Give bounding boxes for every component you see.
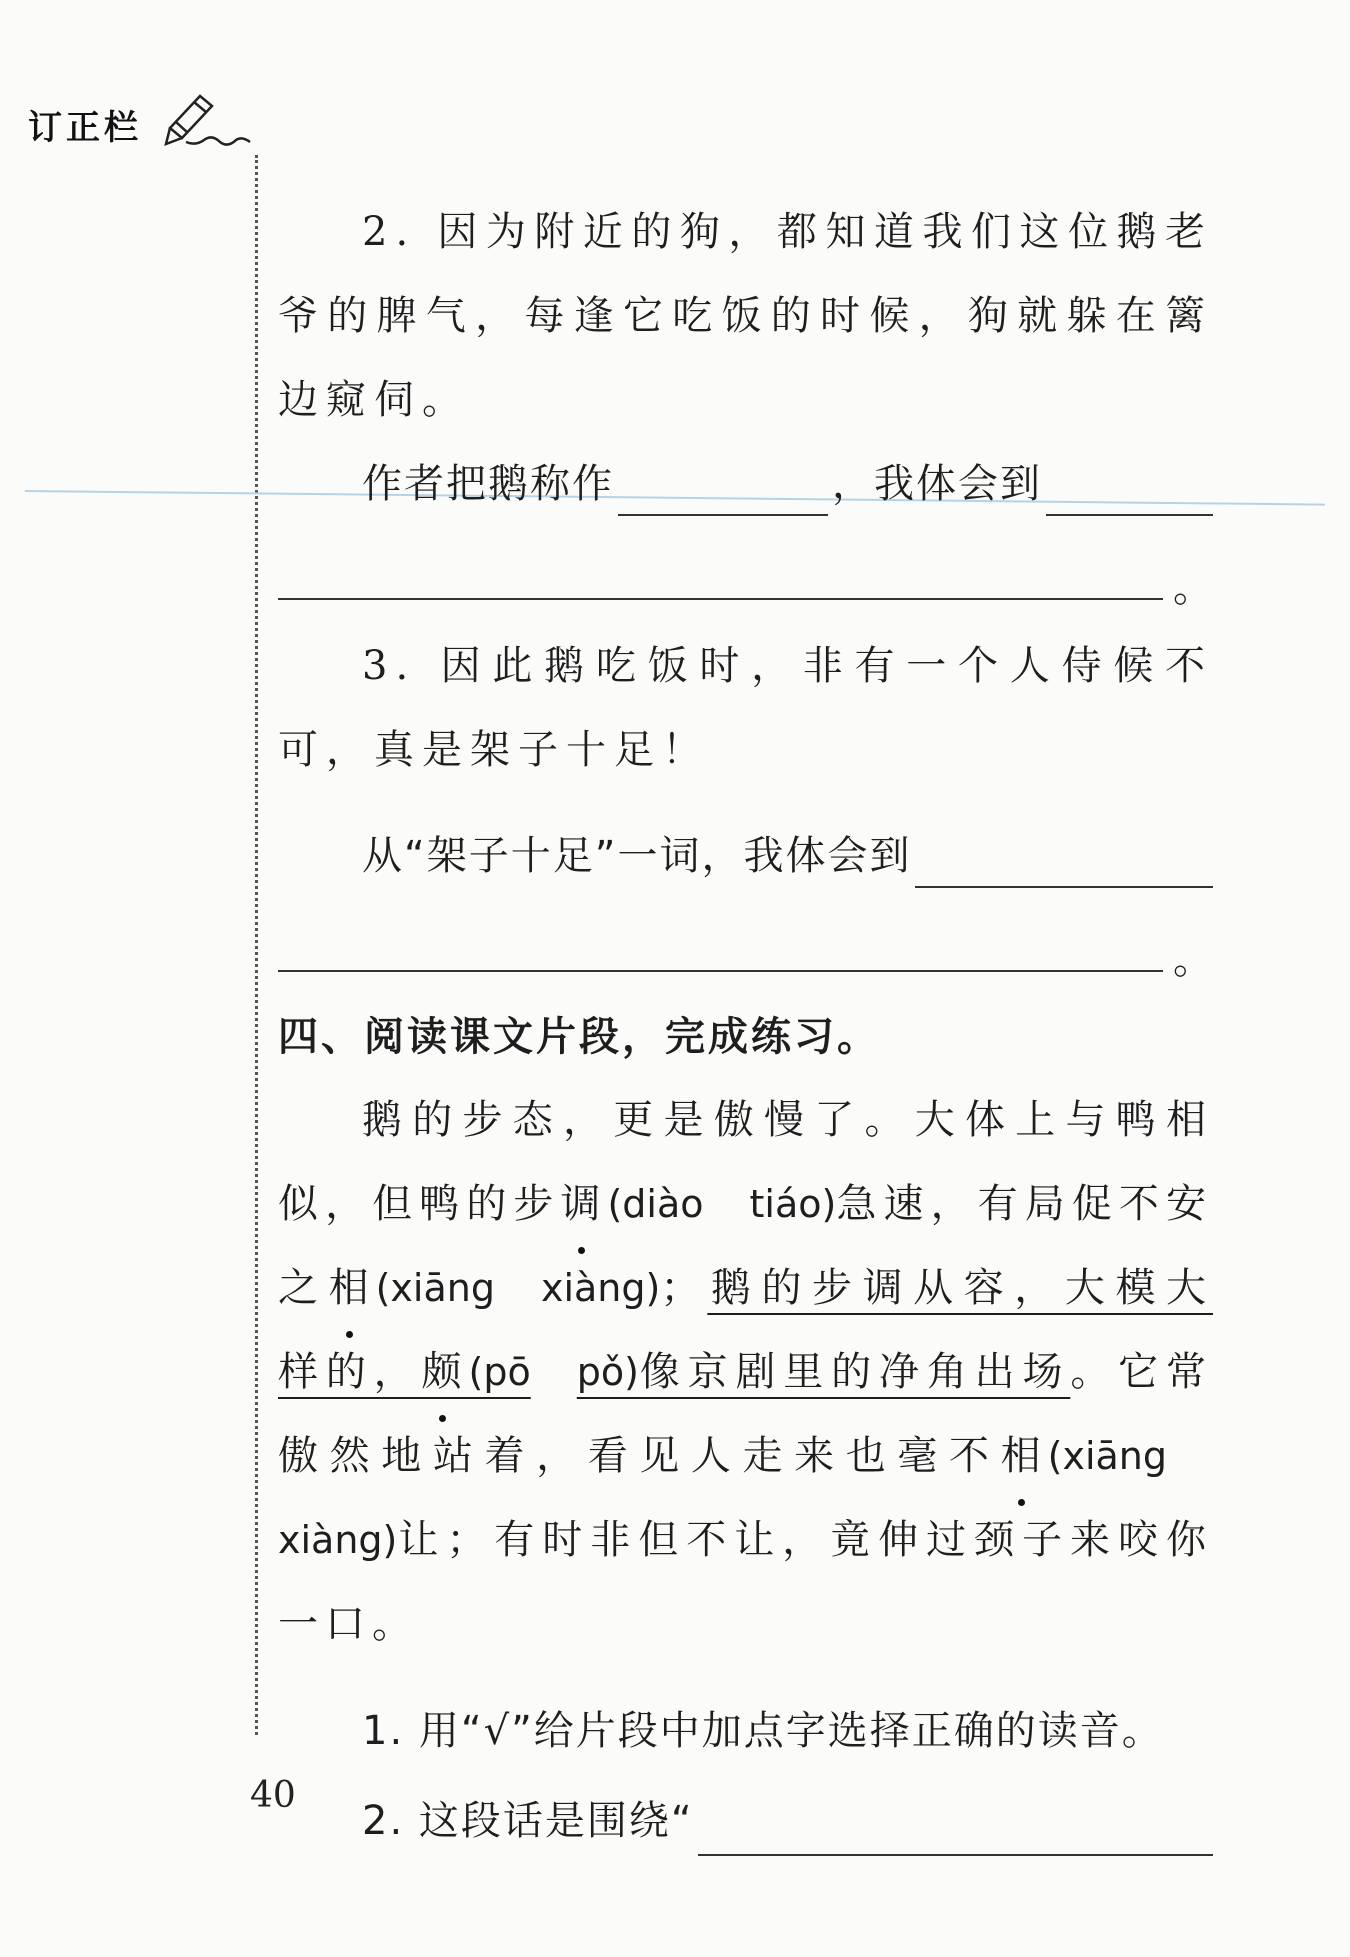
pencil-icon (162, 88, 252, 148)
item2-prompt-b: ，我体会到 (832, 461, 1042, 507)
answer-blank-q2[interactable] (698, 1806, 1213, 1856)
dotted-char-2[interactable]: 相 (329, 1246, 376, 1330)
item3-prompt: 从“架子十足”一词，我体会到 (362, 833, 912, 879)
reading-passage (278, 1078, 1213, 1666)
section4-heading: 四、阅读课文片段，完成练习。 (278, 1014, 880, 1060)
dotted-char-1[interactable]: 调 (560, 1162, 607, 1246)
passage-part-2: 急速，有局促不安之 (278, 1181, 1214, 1311)
answer-blank-item3-a[interactable] (915, 838, 1213, 888)
item2-end-mark: 。 (1173, 565, 1213, 611)
item3-answer-line (278, 898, 1213, 982)
page-number: 40 (250, 1775, 296, 1816)
passage-part-1: 鹅的步态，更是傲慢了。大体上与鸭相似，但鸭的步 (278, 1097, 1213, 1227)
passage-part-4: 。它常傲然地站着，看见人走来也毫不 (278, 1349, 1214, 1479)
pinyin-option-1a[interactable]: (diào (607, 1182, 704, 1226)
question-1: 1. 用“√”给片段中加点字选择正确的读音。 (362, 1708, 1164, 1754)
item2-sentence: 2. 因为附近的狗，都知道我们这位鹅老爷的脾气，每逢它吃饭的时候，狗就躲在篱边窥伺。 (278, 209, 1213, 423)
underlined-phrase-2: 像京剧里的净角出场 (638, 1349, 1071, 1395)
correction-column-label: 订正栏 (28, 108, 142, 148)
answer-blank-item3-b[interactable] (278, 922, 1163, 972)
pinyin-option-4b[interactable]: xiàng) (278, 1518, 398, 1562)
dotted-char-3[interactable]: 颇 (422, 1330, 469, 1414)
answer-blank-item2-a[interactable] (1046, 466, 1213, 516)
item3-end-mark: 。 (1173, 937, 1213, 983)
question-2: 2. 这段话是围绕“ (362, 1798, 694, 1844)
passage-part-3: ； (660, 1265, 708, 1311)
pinyin-option-3b[interactable]: pǒ) (576, 1350, 639, 1394)
dotted-char-4[interactable]: 相 (1001, 1414, 1048, 1498)
item2-prompt-line (278, 442, 1213, 526)
pinyin-option-4a[interactable]: (xiāng (1047, 1434, 1167, 1478)
underlined-phrase-1: 鹅的步调从容，大模大样的， (278, 1265, 1214, 1395)
exercise-content (278, 190, 1213, 1866)
pinyin-option-1b[interactable]: tiáo) (749, 1182, 837, 1226)
item2-answer-line (278, 526, 1213, 610)
item2-prompt-a: 作者把鹅称作 (362, 461, 614, 507)
item3-prompt-line (278, 814, 1213, 898)
question-2-line (278, 1776, 1213, 1866)
answer-blank-item2-b[interactable] (278, 550, 1163, 600)
pinyin-option-2b[interactable]: xiàng) (540, 1266, 661, 1310)
pinyin-option-2a[interactable]: (xiāng (375, 1266, 495, 1310)
passage-part-5: 让；有时非但不让，竟伸过颈子来咬你一口。 (278, 1517, 1213, 1647)
answer-blank-goose-title[interactable] (618, 466, 828, 516)
correction-column-divider (255, 155, 258, 1735)
pinyin-option-3a[interactable]: (pō (468, 1350, 531, 1394)
item3-sentence: 3. 因此鹅吃饭时，非有一个人侍候不可，真是架子十足！ (278, 643, 1213, 773)
